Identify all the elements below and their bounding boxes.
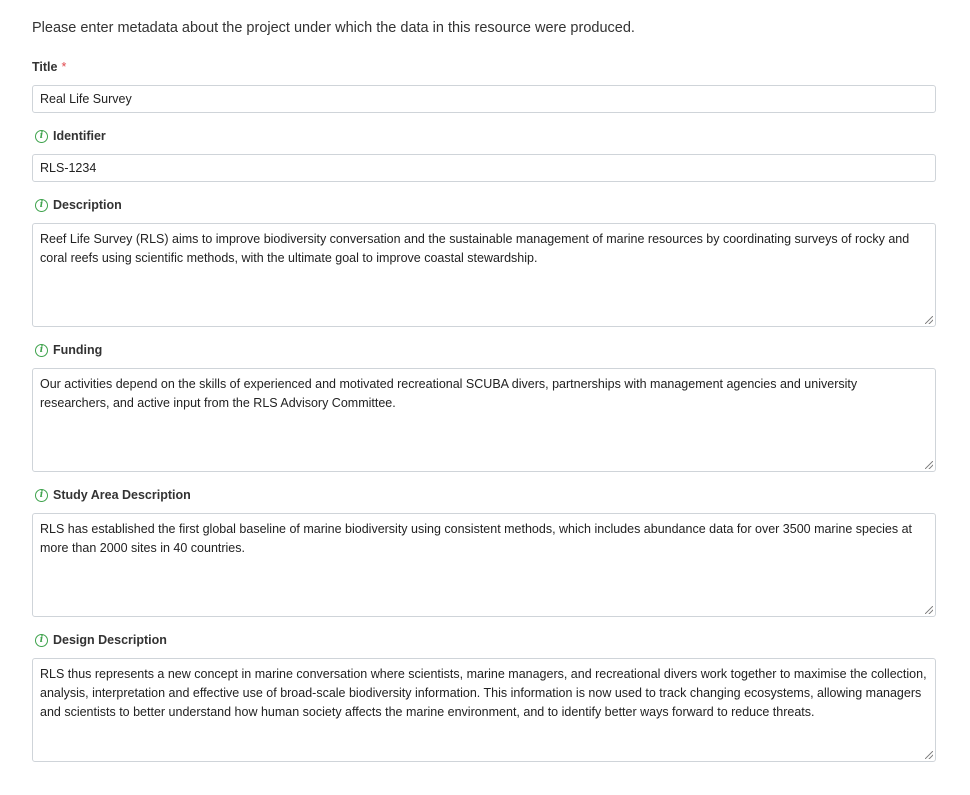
funding-text: Our activities depend on the skills of experienced and motivated recreational SCUBA divers, partnerships with management agencies and university researchers, and active input from the RLS Advisory Committee.	[40, 377, 858, 410]
description-textarea[interactable]	[32, 223, 936, 327]
field-funding	[32, 341, 936, 472]
field-design	[32, 631, 936, 762]
resize-handle-icon[interactable]	[925, 606, 933, 614]
field-description	[32, 196, 936, 327]
info-icon[interactable]: i	[35, 199, 48, 212]
field-study-area	[32, 486, 936, 617]
resize-handle-icon[interactable]	[925, 751, 933, 759]
design-textarea[interactable]	[32, 658, 936, 762]
intro-text: Please enter metadata about the project under which the data in this resource were produced.	[32, 20, 635, 36]
funding-label: Funding	[53, 343, 103, 357]
info-icon[interactable]: i	[35, 489, 48, 502]
study-area-text: RLS has established the first global baseline of marine biodiversity using consistent methods, which includes abundance data for over 3500 marine species at more than 2000 sites in 40 countries.	[40, 522, 913, 555]
resize-handle-icon[interactable]	[925, 461, 933, 469]
info-icon[interactable]: i	[35, 634, 48, 647]
title-input[interactable]: Real Life Survey	[32, 85, 936, 113]
identifier-label: Identifier	[53, 129, 106, 143]
study-area-textarea[interactable]	[32, 513, 936, 617]
design-text: RLS thus represents a new concept in marine conversation where scientists, marine managers, and recreational divers work together to maximise the collection, analysis, interpretation and effective use of broad-scale biodiversity information. This information is now used to track changing ecosystems, allowing managers and scientists to better understand how human society affects the marine environment, and to identify better ways forward to reduce threats.	[40, 667, 927, 719]
description-text: Reef Life Survey (RLS) aims to improve biodiversity conversation and the sustainable management of marine resources by coordinating surveys of rocky and coral reefs using scientific methods, with the ultimate goal to improve coastal stewardship.	[40, 232, 910, 265]
description-label: Description	[53, 198, 122, 212]
title-label: Title	[32, 60, 58, 74]
field-identifier	[32, 127, 936, 182]
info-icon[interactable]: i	[35, 344, 48, 357]
design-label: Design Description	[53, 633, 167, 647]
funding-textarea[interactable]	[32, 368, 936, 472]
info-icon[interactable]: i	[35, 130, 48, 143]
field-title	[32, 58, 936, 113]
required-mark: *	[61, 60, 67, 74]
resize-handle-icon[interactable]	[925, 316, 933, 324]
identifier-input[interactable]: RLS-1234	[32, 154, 936, 182]
study-area-label: Study Area Description	[53, 488, 191, 502]
